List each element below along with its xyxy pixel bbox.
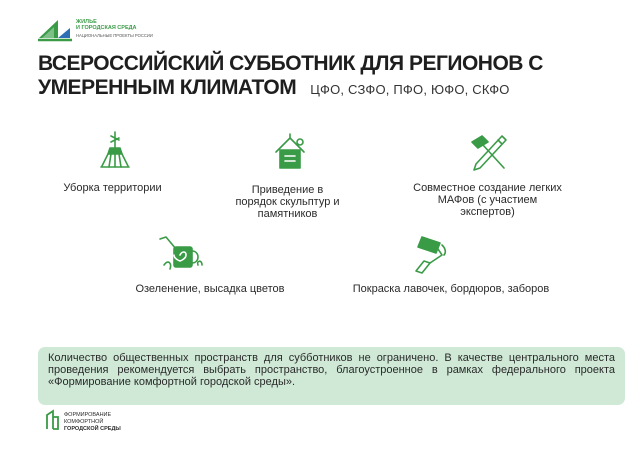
regions-list: ЦФО, СЗФО, ПФО, ЮФО, СКФО (310, 82, 510, 97)
activity-painting (320, 235, 582, 297)
activity-label: Озеленение, высадка цветов (135, 283, 285, 295)
footer-logo-line-1: ФОРМИРОВАНИЕ (64, 412, 112, 418)
activity-label: Совместное создание легких МАФов (с участием экспертов) (413, 182, 562, 218)
hammer-tools-icon (468, 132, 510, 174)
national-project-logo-icon (38, 16, 72, 42)
activity-label: Уборка территории (63, 182, 162, 194)
activity-small-forms (400, 132, 575, 227)
activity-greening (100, 235, 320, 297)
info-note (38, 347, 625, 405)
activity-cleaning (40, 130, 185, 200)
broom-icon (98, 130, 132, 170)
activity-label: Приведение в порядок скульптур и памятников (235, 184, 340, 220)
logo-line-3: НАЦИОНАЛЬНЫЕ ПРОЕКТЫ РОССИИ (76, 33, 153, 38)
comfortable-city-logo (44, 409, 164, 435)
logo-line-2: И ГОРОДСКАЯ СРЕДА (76, 25, 137, 31)
sculpture-care-icon (270, 132, 310, 172)
paint-roller-icon (408, 235, 448, 277)
housing-logo (38, 16, 158, 44)
comfortable-city-logo-icon (44, 409, 60, 431)
page-title (38, 52, 628, 100)
footer-logo-line-3: ГОРОДСКОЙ СРЕДЫ (64, 426, 121, 432)
activity-label: Покраска лавочек, бордюров, заборов (352, 283, 550, 295)
title-line-2: УМЕРЕННЫМ КЛИМАТОМ (38, 76, 297, 99)
watering-can-icon (158, 235, 206, 275)
activity-sculptures (215, 132, 360, 227)
footer-logo-line-2: КОМФОРТНОЙ (64, 419, 104, 425)
logo-line-1: ЖИЛЬЕ (76, 19, 97, 25)
note-text: Количество общественных пространств для субботников не ограничено. В качестве центрального места проведения рекомендуется выбрать пространство, благоустроенное в рамках федерального проекта «Формирование комфортной городской среды». (48, 352, 615, 388)
title-line-1: ВСЕРОССИЙСКИЙ СУББОТНИК ДЛЯ РЕГИОНОВ С (38, 52, 543, 75)
